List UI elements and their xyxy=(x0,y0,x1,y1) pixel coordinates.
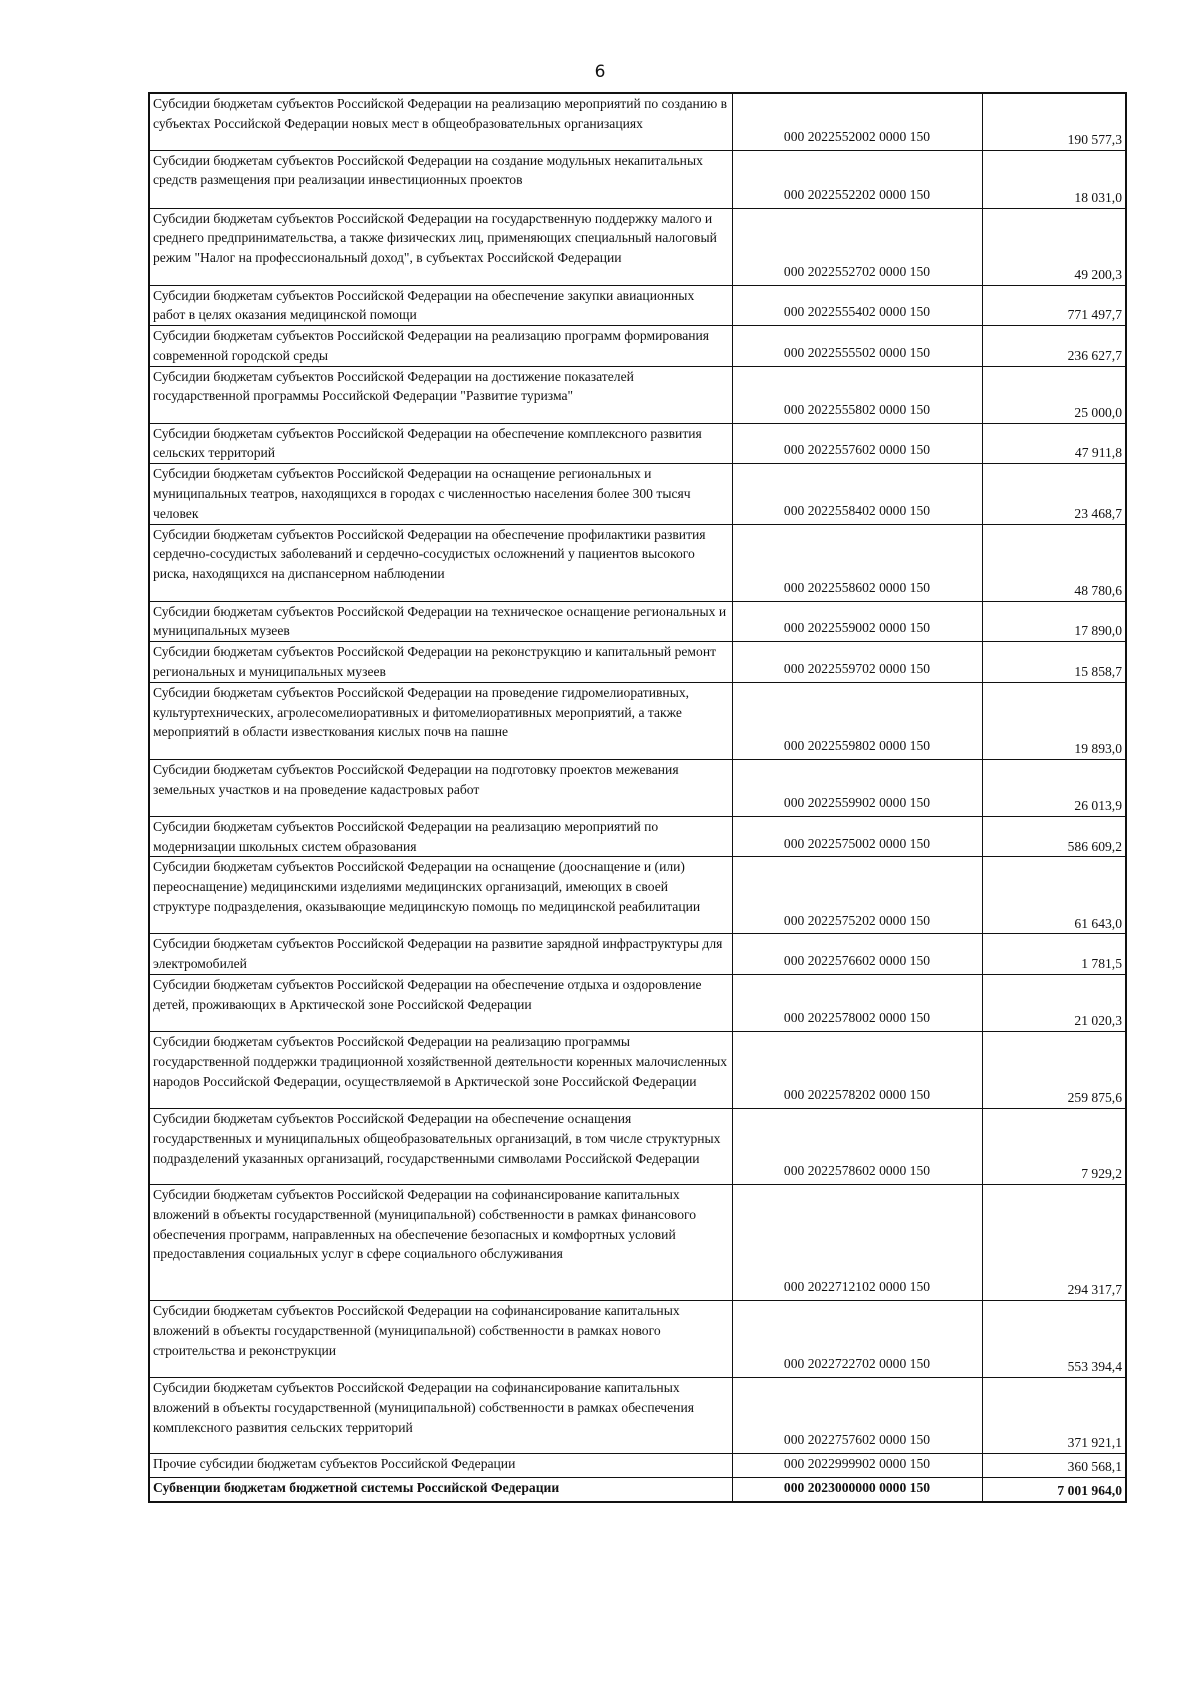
table-row xyxy=(149,857,1126,934)
budget-code-cell: 000 2022575002 0000 150 xyxy=(732,816,982,857)
page-number: 6 xyxy=(594,62,606,82)
budget-code-cell: 000 2022575202 0000 150 xyxy=(732,857,982,934)
table-row xyxy=(149,975,1126,1032)
row-name-cell: Субсидии бюджетам субъектов Российской Федерации на реализацию программы государственной поддержки традиционной хозяйственной деятельности коренных малочисленных народов Российской Федерации, осуществляемой в Арктической зоне Российской Федерации xyxy=(149,1032,732,1109)
budget-code-cell: 000 2022578002 0000 150 xyxy=(732,975,982,1032)
amount-cell: 21 020,3 xyxy=(982,975,1126,1032)
budget-code-cell: 000 2022576602 0000 150 xyxy=(732,934,982,975)
table-row xyxy=(149,1454,1126,1478)
row-name-cell: Субсидии бюджетам субъектов Российской Федерации на софинансирование капитальных вложений в объекты государственной (муниципальной) собственности в рамках нового строительства и реконструкции xyxy=(149,1301,732,1378)
amount-cell: 61 643,0 xyxy=(982,857,1126,934)
amount-cell: 371 921,1 xyxy=(982,1378,1126,1454)
budget-code-cell: 000 2022558602 0000 150 xyxy=(732,524,982,601)
budget-code-cell: 000 2022559002 0000 150 xyxy=(732,601,982,642)
amount-cell: 15 858,7 xyxy=(982,642,1126,683)
table-row xyxy=(149,642,1126,683)
budget-code-cell: 000 2022555402 0000 150 xyxy=(732,285,982,326)
table-row xyxy=(149,464,1126,524)
row-name-cell: Субсидии бюджетам субъектов Российской Федерации на создание модульных некапитальных средств размещения при реализации инвестиционных проектов xyxy=(149,150,732,208)
amount-cell: 18 031,0 xyxy=(982,150,1126,208)
amount-cell: 586 609,2 xyxy=(982,816,1126,857)
amount-cell: 7 929,2 xyxy=(982,1109,1126,1185)
row-name-cell: Субсидии бюджетам субъектов Российской Федерации на софинансирование капитальных вложений в объекты государственной (муниципальной) собственности в рамках обеспечения комплексного развития сельских территорий xyxy=(149,1378,732,1454)
amount-cell: 49 200,3 xyxy=(982,208,1126,285)
budget-revenue-table xyxy=(148,92,1127,1503)
budget-code-cell: 000 2022559902 0000 150 xyxy=(732,759,982,816)
row-name-cell: Субсидии бюджетам субъектов Российской Федерации на оснащение (дооснащение и (или) переоснащение) медицинскими изделиями медицинских организаций, имеющих в своей структуре подразделения, оказывающие медицинскую помощь по медицинской реабилитации xyxy=(149,857,732,934)
row-name-cell: Субсидии бюджетам субъектов Российской Федерации на достижение показателей государственной программы Российской Федерации "Развитие туризма" xyxy=(149,366,732,423)
amount-cell: 19 893,0 xyxy=(982,682,1126,759)
amount-cell: 1 781,5 xyxy=(982,934,1126,975)
table-row xyxy=(149,150,1126,208)
row-name-cell: Субсидии бюджетам субъектов Российской Федерации на проведение гидромелиоративных, культуртехнических, агролесомелиоративных и фитомелиоративных мероприятий, а также мероприятий в области известкования кислых почв на пашне xyxy=(149,682,732,759)
budget-code-cell: 000 2022558402 0000 150 xyxy=(732,464,982,524)
amount-cell: 553 394,4 xyxy=(982,1301,1126,1378)
budget-code-cell: 000 2022552002 0000 150 xyxy=(732,93,982,150)
amount-cell: 259 875,6 xyxy=(982,1032,1126,1109)
table-row xyxy=(149,1185,1126,1301)
table-row xyxy=(149,524,1126,601)
table-body xyxy=(149,93,1126,1502)
row-name-cell: Субсидии бюджетам субъектов Российской Федерации на реализацию программ формирования современной городской среды xyxy=(149,326,732,367)
amount-cell: 25 000,0 xyxy=(982,366,1126,423)
row-name-cell: Субвенции бюджетам бюджетной системы Российской Федерации xyxy=(149,1477,732,1501)
table-row xyxy=(149,1378,1126,1454)
budget-code-cell: 000 2022557602 0000 150 xyxy=(732,423,982,464)
budget-code-cell: 000 2022757602 0000 150 xyxy=(732,1378,982,1454)
amount-cell: 294 317,7 xyxy=(982,1185,1126,1301)
row-name-cell: Субсидии бюджетам субъектов Российской Федерации на обеспечение оснащения государственных и муниципальных общеобразовательных организаций, в том числе структурных подразделений указанных организаций, государственными символами Российской Федерации xyxy=(149,1109,732,1185)
amount-cell: 23 468,7 xyxy=(982,464,1126,524)
amount-cell: 48 780,6 xyxy=(982,524,1126,601)
amount-cell: 771 497,7 xyxy=(982,285,1126,326)
table-row xyxy=(149,1109,1126,1185)
row-name-cell: Субсидии бюджетам субъектов Российской Федерации на реконструкцию и капитальный ремонт региональных и муниципальных музеев xyxy=(149,642,732,683)
table-row xyxy=(149,601,1126,642)
row-name-cell: Субсидии бюджетам субъектов Российской Федерации на подготовку проектов межевания земельных участков и на проведение кадастровых работ xyxy=(149,759,732,816)
table-row xyxy=(149,285,1126,326)
amount-cell: 190 577,3 xyxy=(982,93,1126,150)
table-row xyxy=(149,366,1126,423)
table-row xyxy=(149,682,1126,759)
budget-code-cell: 000 2022555802 0000 150 xyxy=(732,366,982,423)
amount-cell: 17 890,0 xyxy=(982,601,1126,642)
table-row xyxy=(149,934,1126,975)
budget-code-cell: 000 2022552702 0000 150 xyxy=(732,208,982,285)
budget-code-cell: 000 2022578602 0000 150 xyxy=(732,1109,982,1185)
budget-code-cell: 000 2022559802 0000 150 xyxy=(732,682,982,759)
amount-cell: 7 001 964,0 xyxy=(982,1477,1126,1501)
table-row xyxy=(149,1477,1126,1501)
table-row xyxy=(149,816,1126,857)
row-name-cell: Субсидии бюджетам субъектов Российской Федерации на обеспечение отдыха и оздоровление детей, проживающих в Арктической зоне Российской Федерации xyxy=(149,975,732,1032)
budget-code-cell: 000 2022722702 0000 150 xyxy=(732,1301,982,1378)
row-name-cell: Субсидии бюджетам субъектов Российской Федерации на обеспечение комплексного развития сельских территорий xyxy=(149,423,732,464)
budget-code-cell: 000 2023000000 0000 150 xyxy=(732,1477,982,1501)
budget-code-cell: 000 2022555502 0000 150 xyxy=(732,326,982,367)
budget-code-cell: 000 2022712102 0000 150 xyxy=(732,1185,982,1301)
row-name-cell: Субсидии бюджетам субъектов Российской Федерации на софинансирование капитальных вложений в объекты государственной (муниципальной) собственности в рамках финансового обеспечения программ, направленных на обеспечение безопасных и комфортных условий предоставления социальных услуг в сфере социального обслуживания xyxy=(149,1185,732,1301)
budget-code-cell: 000 2022552202 0000 150 xyxy=(732,150,982,208)
row-name-cell: Субсидии бюджетам субъектов Российской Федерации на обеспечение профилактики развития сердечно-сосудистых заболеваний и сердечно-сосудистых осложнений у пациентов высокого риска, находящихся на диспансерном наблюдении xyxy=(149,524,732,601)
row-name-cell: Субсидии бюджетам субъектов Российской Федерации на развитие зарядной инфраструктуры для электромобилей xyxy=(149,934,732,975)
row-name-cell: Прочие субсидии бюджетам субъектов Российской Федерации xyxy=(149,1454,732,1478)
table-row xyxy=(149,326,1126,367)
amount-cell: 47 911,8 xyxy=(982,423,1126,464)
amount-cell: 360 568,1 xyxy=(982,1454,1126,1478)
row-name-cell: Субсидии бюджетам субъектов Российской Федерации на реализацию мероприятий по модернизации школьных систем образования xyxy=(149,816,732,857)
budget-code-cell: 000 2022578202 0000 150 xyxy=(732,1032,982,1109)
table-row xyxy=(149,1032,1126,1109)
row-name-cell: Субсидии бюджетам субъектов Российской Федерации на оснащение региональных и муниципальных театров, находящихся в городах с численностью населения более 300 тысяч человек xyxy=(149,464,732,524)
table-row xyxy=(149,1301,1126,1378)
row-name-cell: Субсидии бюджетам субъектов Российской Федерации на реализацию мероприятий по созданию в субъектах Российской Федерации новых мест в общеобразовательных организациях xyxy=(149,93,732,150)
budget-code-cell: 000 2022559702 0000 150 xyxy=(732,642,982,683)
budget-code-cell: 000 2022999902 0000 150 xyxy=(732,1454,982,1478)
table-row xyxy=(149,759,1126,816)
row-name-cell: Субсидии бюджетам субъектов Российской Федерации на обеспечение закупки авиационных работ в целях оказания медицинской помощи xyxy=(149,285,732,326)
row-name-cell: Субсидии бюджетам субъектов Российской Федерации на техническое оснащение региональных и муниципальных музеев xyxy=(149,601,732,642)
table-row xyxy=(149,93,1126,150)
table-row xyxy=(149,208,1126,285)
amount-cell: 26 013,9 xyxy=(982,759,1126,816)
row-name-cell: Субсидии бюджетам субъектов Российской Федерации на государственную поддержку малого и среднего предпринимательства, а также физических лиц, применяющих специальный налоговый режим "Налог на профессиональный доход", в субъектах Российской Федерации xyxy=(149,208,732,285)
amount-cell: 236 627,7 xyxy=(982,326,1126,367)
table-row xyxy=(149,423,1126,464)
